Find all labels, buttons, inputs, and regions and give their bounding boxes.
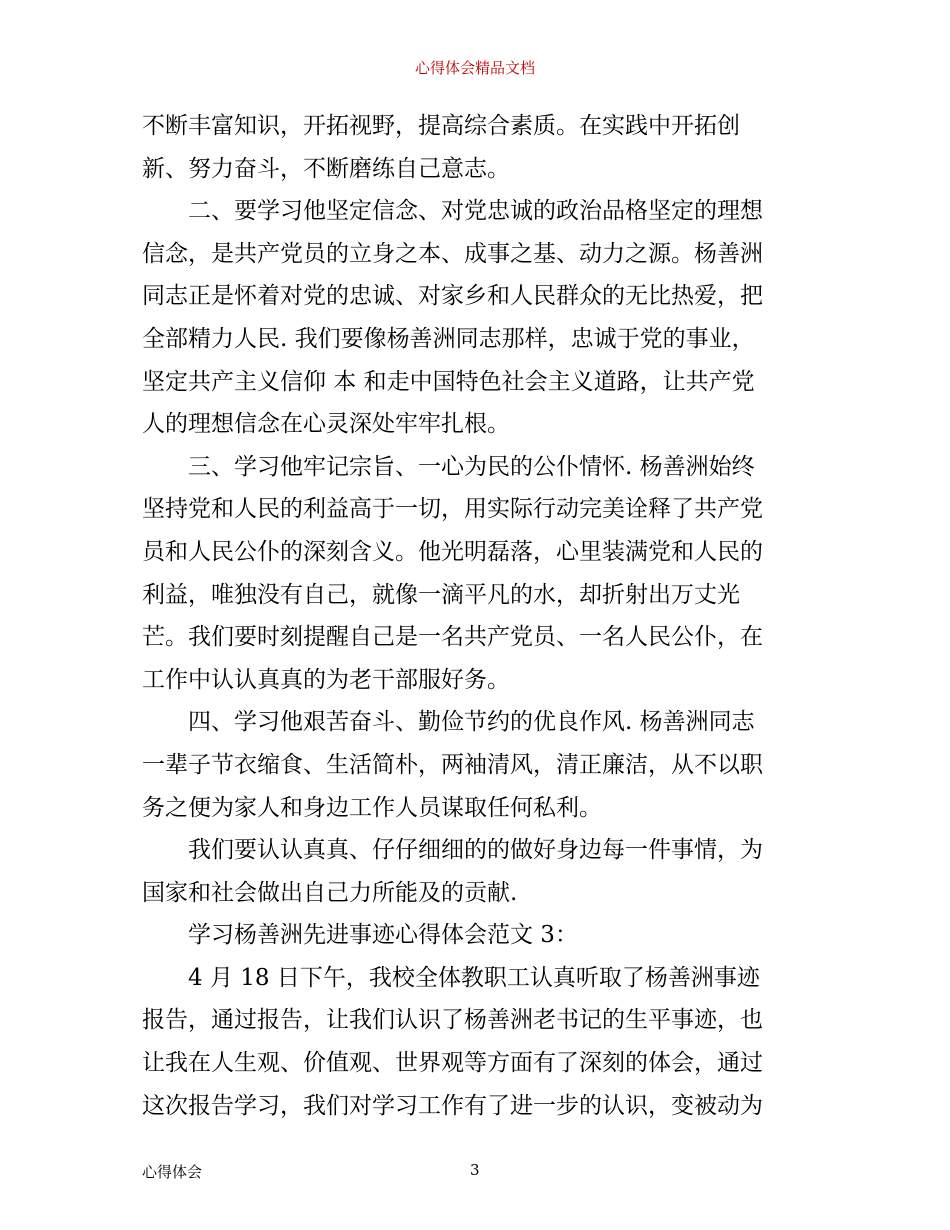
document-body: [142, 105, 814, 1127]
footer-page-number: 3: [470, 1161, 480, 1179]
text-line: 全部精力人民. 我们要像杨善洲同志那样，忠诚于党的事业，: [142, 325, 755, 352]
text-line: 不断丰富知识，开拓视野，提高综合素质。在实践中开拓创: [142, 113, 740, 139]
text-line: 报告，通过报告，让我们认识了杨善洲老书记的生平事迹，也: [142, 1007, 763, 1034]
text-line: 坚定共产主义信仰 本 和走中国特色社会主义道路，让共产党: [142, 368, 755, 395]
text-line: 三、学习他牢记宗旨、一心为民的公仆情怀. 杨善洲始终: [142, 453, 755, 480]
text-line: 4 月 18 日下午，我校全体教职工认真听取了杨善洲事迹: [142, 964, 760, 991]
text-line: 务之便为家人和身边工作人员谋取任何私利。: [142, 794, 602, 821]
text-line: 芒。我们要时刻提醒自己是一名共产党员、一名人民公仆，在: [142, 624, 763, 651]
text-line: 利益，唯独没有自己，就像一滴平凡的水，却折射出万丈光: [142, 581, 740, 608]
text-line: 国家和社会做出自己力所能及的贡献.: [142, 879, 518, 906]
text-line: 坚持党和人民的利益高于一切，用实际行动完美诠释了共产党: [142, 496, 763, 523]
text-line: 同志正是怀着对党的忠诚、对家乡和人民群众的无比热爱，把: [142, 283, 763, 310]
footer-label: 心得体会: [142, 1163, 203, 1181]
text-line: 这次报告学习，我们对学习工作有了进一步的认识，变被动为: [142, 1092, 763, 1119]
page-header-title: 心得体会精品文档: [414, 59, 535, 77]
text-line: 四、学习他艰苦奋斗、勤俭节约的优良作风. 杨善洲同志: [142, 709, 755, 736]
text-line: 信念，是共产党员的立身之本、成事之基、动力之源。杨善洲: [142, 240, 763, 267]
text-line: 新、努力奋斗，不断磨练自己意志。: [142, 155, 510, 182]
text-line: 二、要学习他坚定信念、对党忠诚的政治品格坚定的理想: [142, 198, 763, 225]
text-line: 让我在人生观、价值观、世界观等方面有了深刻的体会，通过: [142, 1050, 763, 1077]
text-line: 一辈子节衣缩食、生活简朴，两袖清风，清正廉洁，从不以职: [142, 751, 763, 778]
text-line: 我们要认认真真、仔仔细细的的做好身边每一件事情，为: [142, 837, 763, 864]
text-line: 员和人民公仆的深刻含义。他光明磊落，心里装满党和人民的: [142, 538, 763, 565]
text-line: 工作中认认真真的为老干部服好务。: [142, 666, 510, 693]
text-line: 人的理想信念在心灵深处牢牢扎根。: [142, 411, 510, 438]
text-line: 学习杨善洲先进事迹心得体会范文 3：: [142, 922, 578, 949]
